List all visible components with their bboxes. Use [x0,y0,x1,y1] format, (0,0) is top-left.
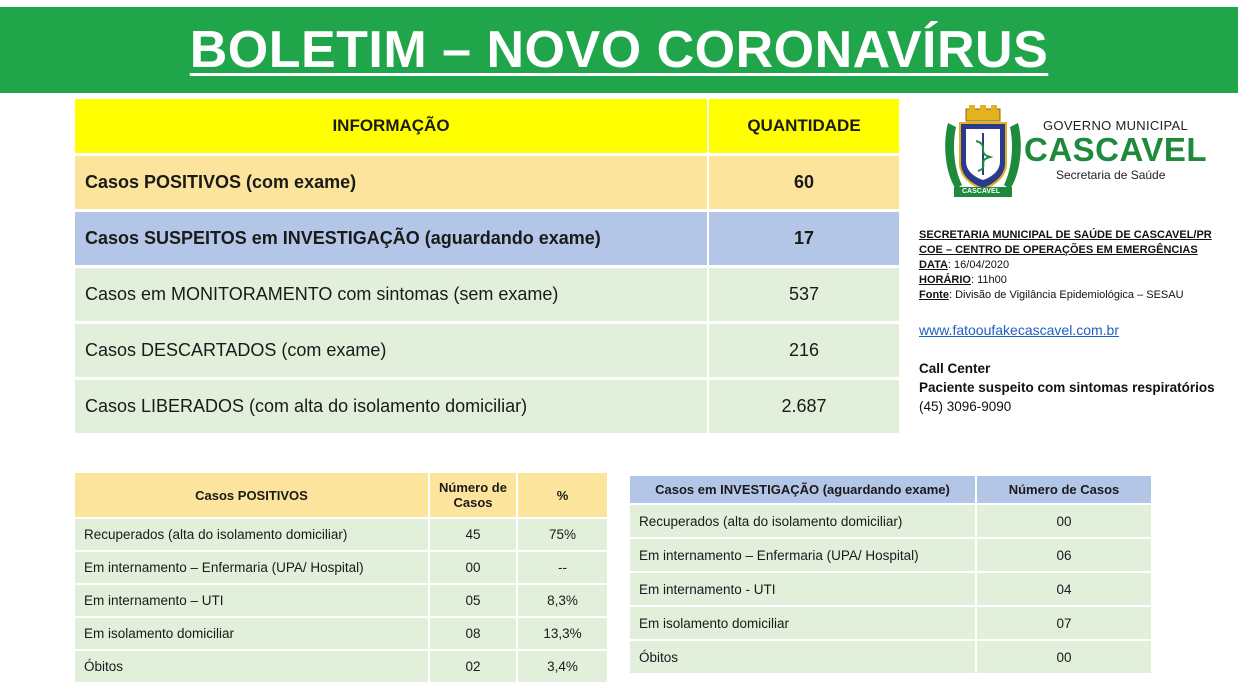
row-label: Em internamento - UTI [630,573,975,605]
table-row [75,618,607,649]
row-percent: -- [516,552,607,583]
row-label: Em internamento – Enfermaria (UPA/ Hospital) [630,539,975,571]
call-center-info [919,359,1215,416]
row-label: Em isolamento domiciliar [630,607,975,639]
row-number: 45 [428,519,516,550]
row-label: Em internamento – UTI [75,585,428,616]
info-time [919,273,1234,288]
investigation-cases-table [630,474,1151,675]
info-date [919,258,1234,273]
title-banner [0,7,1238,93]
source-label: Fonte [919,289,949,301]
row-label: Casos LIBERADOS (com alta do isolamento domiciliar) [75,380,707,433]
table-row [75,552,607,583]
table-row [630,505,1151,537]
row-number: 00 [428,552,516,583]
table-row [75,380,899,433]
summary-table [75,96,899,436]
row-label: Casos SUSPEITOS em INVESTIGAÇÃO (aguardando exame) [75,212,707,265]
header-percent: % [516,473,607,517]
row-label: Casos POSITIVOS (com exame) [75,156,707,209]
info-secretaria: SECRETARIA MUNICIPAL DE SAÚDE DE CASCAVEL/PR [919,229,1212,241]
table-row [630,539,1151,571]
row-percent: 8,3% [516,585,607,616]
row-number: 06 [975,539,1151,571]
row-value: 60 [707,156,899,209]
row-number: 07 [975,607,1151,639]
row-label: Óbitos [75,651,428,682]
date-label: DATA [919,259,948,271]
row-number: 04 [975,573,1151,605]
time-label: HORÁRIO [919,274,971,286]
source-info [919,228,1234,303]
table-row [75,519,607,550]
row-label: Casos DESCARTADOS (com exame) [75,324,707,377]
table-header-row [75,473,607,517]
positive-cases-table [75,471,607,684]
row-label: Recuperados (alta do isolamento domiciliar) [630,505,975,537]
header-label: Casos POSITIVOS [75,473,428,517]
row-number: 00 [975,641,1151,673]
row-value: 2.687 [707,380,899,433]
table-row [75,651,607,682]
fact-or-fake-link[interactable]: www.fatooufakecascavel.com.br [919,322,1119,338]
header-number: Número de Casos [975,476,1151,503]
row-value: 17 [707,212,899,265]
table-header-row [630,476,1151,503]
row-label: Casos em MONITORAMENTO com sintomas (sem exame) [75,268,707,321]
table-row [75,268,899,321]
row-label: Óbitos [630,641,975,673]
row-label: Recuperados (alta do isolamento domiciliar) [75,519,428,550]
header-number: Número de Casos [428,473,516,517]
cascavel-logo [940,105,1208,205]
call-center-subtitle: Paciente suspeito com sintomas respiratórios [919,380,1215,395]
table-row [630,607,1151,639]
row-number: 00 [975,505,1151,537]
logo-government: GOVERNO MUNICIPAL [1043,118,1188,133]
row-number: 02 [428,651,516,682]
info-coe: COE – CENTRO DE OPERAÇÕES EM EMERGÊNCIAS [919,244,1198,256]
table-row [630,573,1151,605]
row-value: 537 [707,268,899,321]
row-label: Em internamento – Enfermaria (UPA/ Hospital) [75,552,428,583]
call-center-phone: (45) 3096-9090 [919,399,1012,414]
page-title: BOLETIM – NOVO CORONAVÍRUS [189,21,1049,79]
header-label: Casos em INVESTIGAÇÃO (aguardando exame) [630,476,975,503]
row-percent: 75% [516,519,607,550]
crest-banner-text: CASCAVEL [962,188,1000,195]
row-number: 08 [428,618,516,649]
table-row [75,324,899,377]
table-row [630,641,1151,673]
info-source [919,288,1234,303]
row-percent: 3,4% [516,651,607,682]
row-percent: 13,3% [516,618,607,649]
source-value: : Divisão de Vigilância Epidemiológica – SESAU [948,289,1184,301]
header-info: INFORMAÇÃO [75,99,707,153]
table-row [75,585,607,616]
city-crest-icon [942,105,1024,201]
summary-header-row [75,99,899,153]
logo-secretary: Secretaria de Saúde [1056,168,1166,182]
row-number: 05 [428,585,516,616]
call-center-title: Call Center [919,361,991,376]
date-value: : 16/04/2020 [947,259,1010,271]
row-value: 216 [707,324,899,377]
row-label: Em isolamento domiciliar [75,618,428,649]
table-row [75,156,899,209]
table-row [75,212,899,265]
time-value: : 11h00 [970,274,1007,286]
header-quantity: QUANTIDADE [707,99,899,153]
logo-city: CASCAVEL [1024,131,1208,168]
